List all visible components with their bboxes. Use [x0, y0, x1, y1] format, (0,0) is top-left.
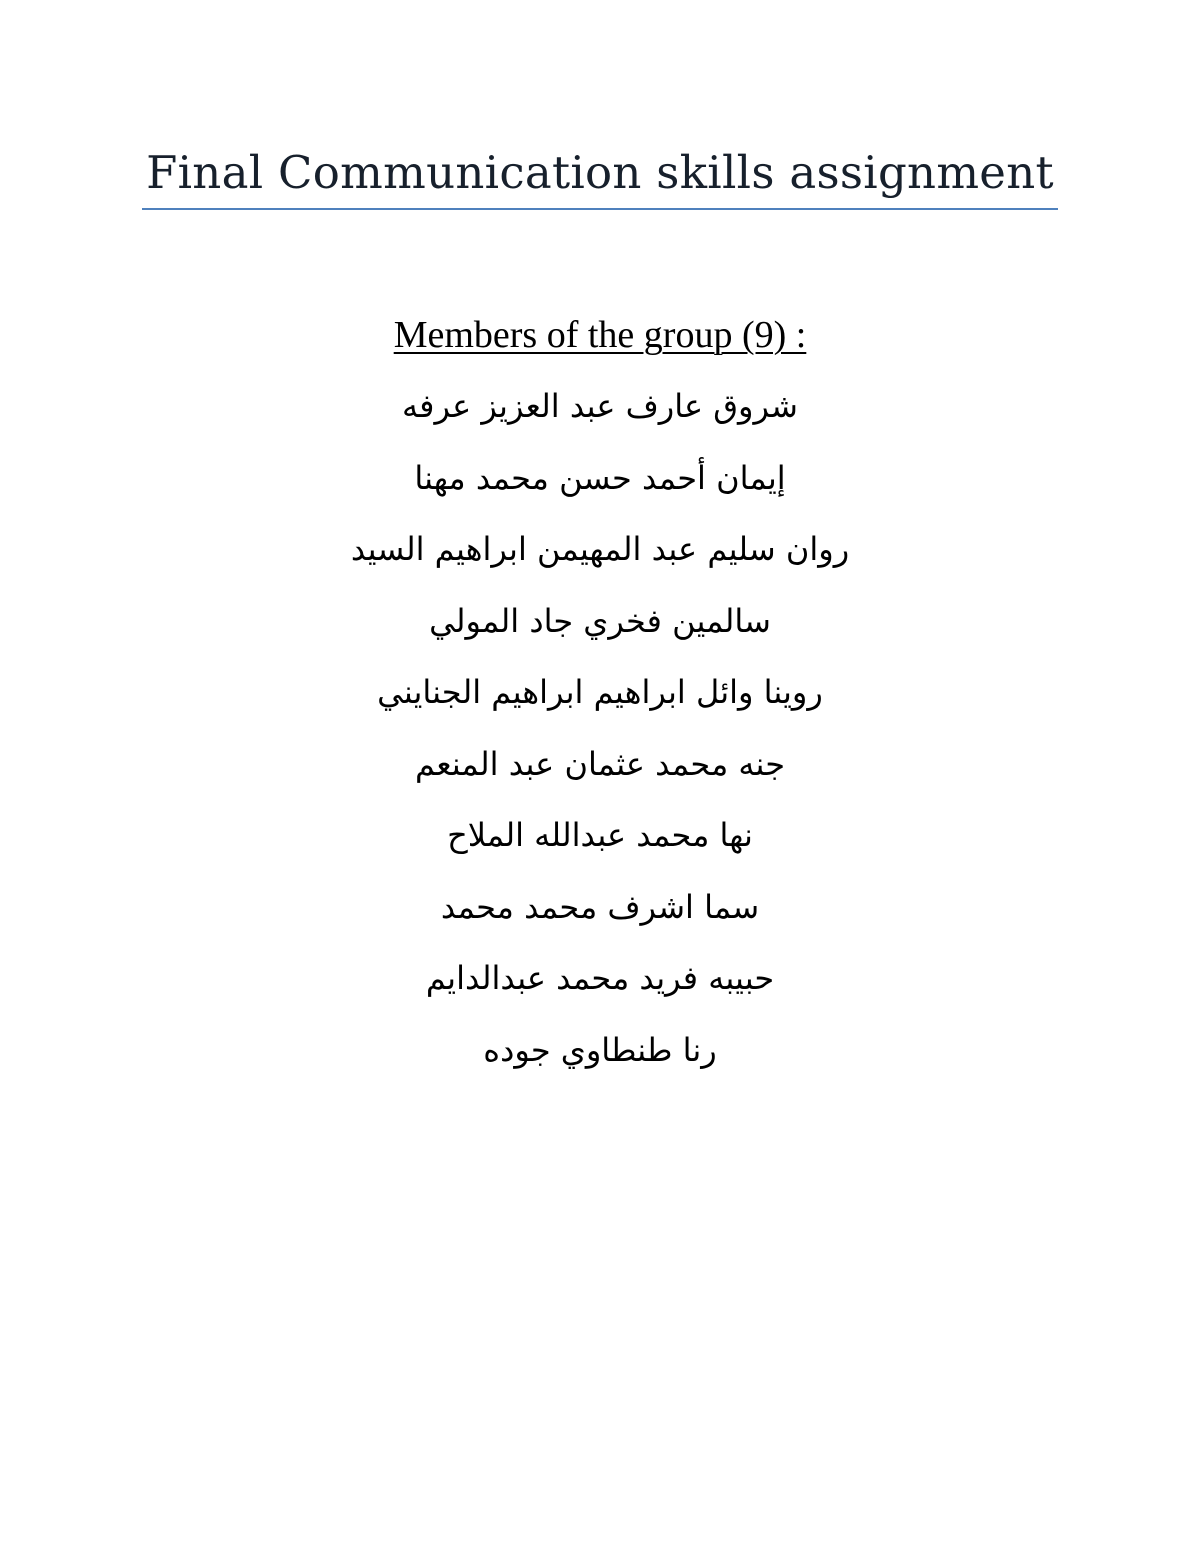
member-name: روينا وائل ابراهيم ابراهيم الجنايني — [377, 673, 823, 711]
member-name: شروق عارف عبد العزيز عرفه — [402, 387, 798, 425]
member-name: سالمين فخري جاد المولي — [429, 601, 771, 640]
title-underline-rule — [142, 208, 1058, 210]
member-name: نها محمد عبدالله الملاح — [447, 816, 753, 854]
member-name: رنا طنطاوي جوده — [483, 1030, 717, 1069]
member-name: حبيبه فريد محمد عبدالدايم — [425, 959, 775, 997]
member-name: سما اشرف محمد محمد — [440, 887, 760, 926]
group-heading-text: Members of the group (9) : — [393, 314, 807, 356]
member-name: جنه محمد عثمان عبد المنعم — [415, 744, 785, 783]
group-heading — [142, 310, 1058, 360]
document-title: Final Communication skills assignment — [146, 146, 1054, 199]
member-list — [142, 374, 1058, 1089]
member-name: روان سليم عبد المهيمن ابراهيم السيد — [350, 530, 850, 568]
member-name: إيمان أحمد حسن محمد مهنا — [414, 458, 786, 497]
